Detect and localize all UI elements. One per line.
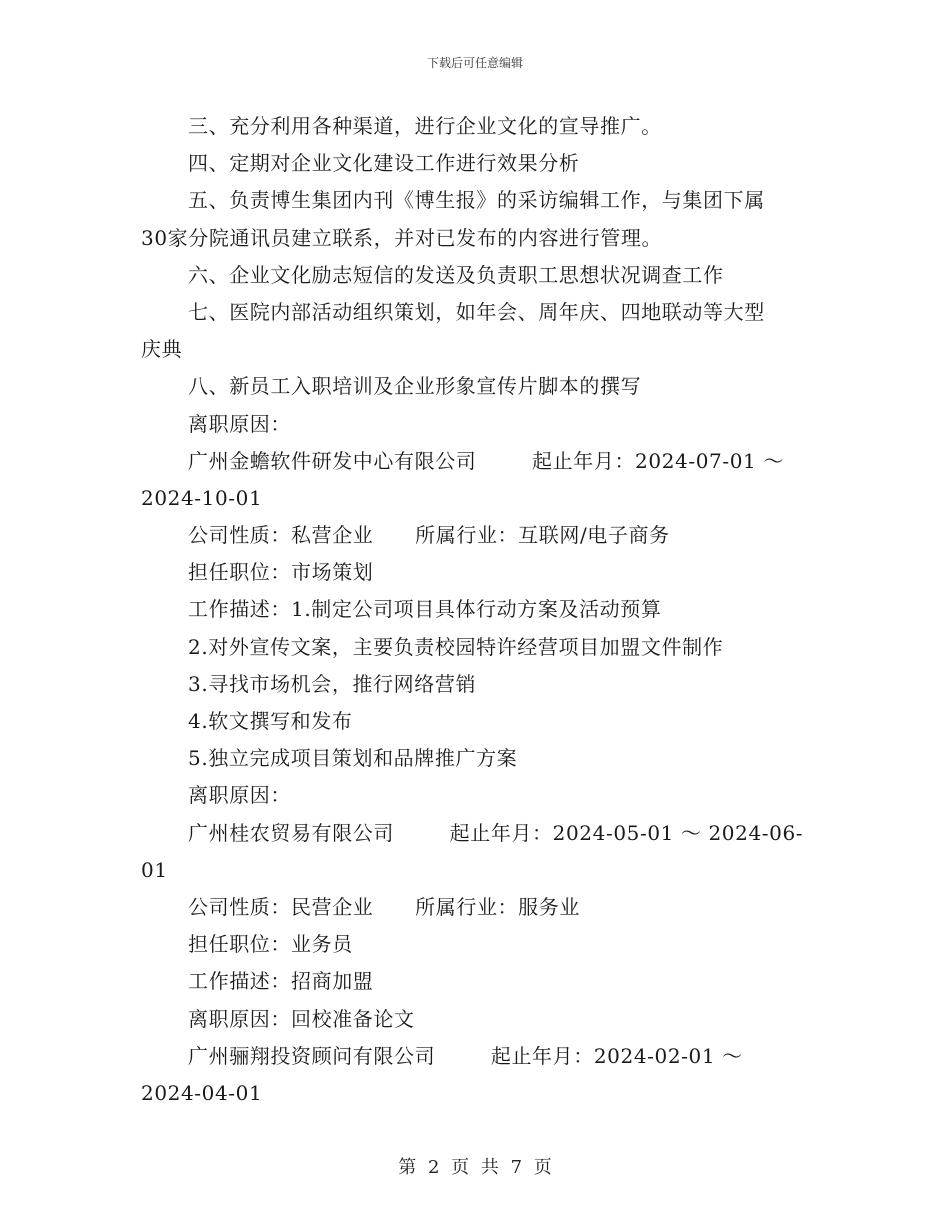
text-line: 2.对外宣传文案，主要负责校园特许经营项目加盟文件制作	[188, 634, 724, 659]
company-line: 广州桂农贸易有限公司 起止年月：2024-05-01 ～ 2024-06-	[188, 820, 804, 845]
company-info-line: 公司性质：私营企业 所属行业：互联网/电子商务	[188, 523, 670, 548]
text-line: 5.独立完成项目策划和品牌推广方案	[188, 746, 518, 771]
text-line: 工作描述：招商加盟	[188, 969, 374, 994]
company-line: 广州骊翔投资顾问有限公司 起止年月：2024-02-01 ～	[188, 1043, 743, 1068]
page-header: 下载后可任意编辑	[426, 56, 523, 70]
text-line: 3.寻找市场机会，推行网络营销	[188, 671, 477, 696]
text-line: 30家分院通讯员建立联系，并对已发布的内容进行管理。	[141, 225, 663, 250]
text-line: 八、新员工入职培训及企业形象宣传片脚本的撰写	[188, 374, 642, 399]
text-line: 担任职位：业务员	[188, 932, 353, 957]
text-line: 2024-10-01	[141, 485, 263, 510]
document-body	[141, 108, 809, 1112]
text-line: 离职原因：回校准备论文	[188, 1006, 415, 1031]
text-line: 离职原因：	[188, 783, 291, 808]
text-line: 三、充分利用各种渠道，进行企业文化的宣导推广。	[188, 114, 662, 138]
text-line: 庆典	[141, 337, 183, 362]
text-line: 01	[141, 857, 168, 882]
text-line: 4.软文撰写和发布	[188, 709, 353, 733]
text-line: 五、负责博生集团内刊《博生报》的采访编辑工作，与集团下属	[188, 188, 765, 213]
text-line: 担任职位：市场策划	[188, 560, 374, 585]
text-line: 七、医院内部活动组织策划，如年会、周年庆、四地联动等大型	[188, 299, 765, 324]
text-line: 离职原因：	[188, 411, 291, 436]
page-number: 第 2 页 共 7 页	[398, 1157, 552, 1178]
text-line: 2024-04-01	[141, 1080, 263, 1105]
company-line: 广州金蟾软件研发中心有限公司 起止年月：2024-07-01 ～	[188, 448, 784, 473]
text-line: 六、企业文化励志短信的发送及负责职工思想状况调查工作	[188, 262, 724, 287]
text-line: 四、定期对企业文化建设工作进行效果分析	[188, 151, 580, 176]
text-line: 工作描述：1.制定公司项目具体行动方案及活动预算	[188, 597, 662, 622]
company-info-line: 公司性质：民营企业 所属行业：服务业	[188, 894, 580, 919]
